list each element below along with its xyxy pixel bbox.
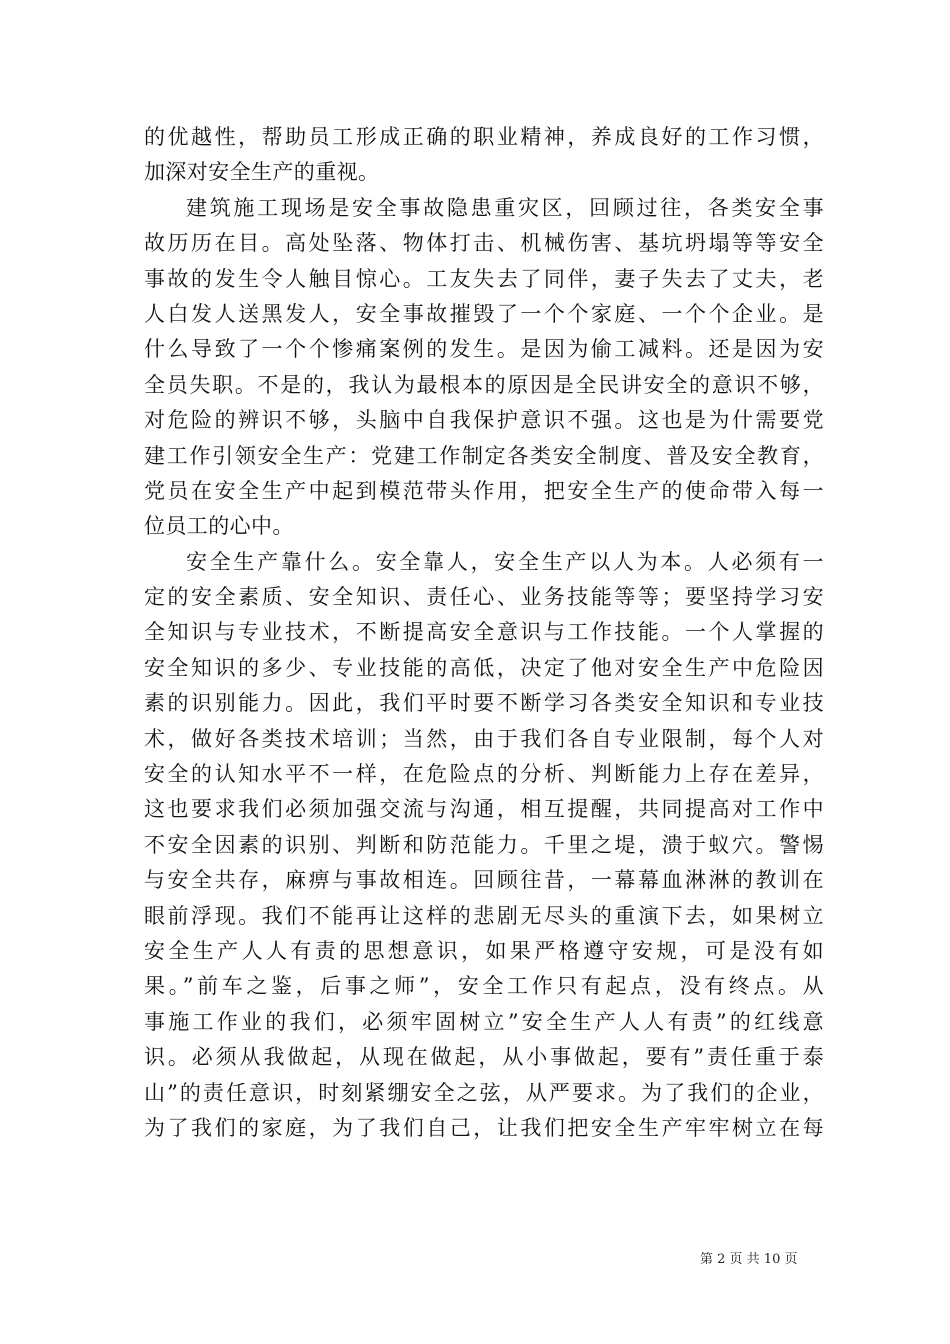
text-line: 这也要求我们必须加强交流与沟通，相互提醒，共同提高对工作中 — [144, 797, 824, 822]
text-line: 果。”前车之鉴，后事之师”，安全工作只有起点，没有终点。从 — [144, 974, 824, 999]
text-line: 安全生产靠什么。安全靠人，安全生产以人为本。人必须有一 — [186, 549, 824, 574]
text-line: 的优越性，帮助员工形成正确的职业精神，养成良好的工作习惯， — [144, 125, 824, 149]
text-line: 为了我们的家庭，为了我们自己，让我们把安全生产牢牢树立在每 — [144, 1115, 824, 1140]
text-line: 建筑施工现场是安全事故隐患重灾区，回顾过往，各类安全事 — [186, 195, 824, 220]
text-line: 安全生产人人有责的思想意识，如果严格遵守安规，可是没有如 — [144, 938, 824, 963]
text-line: 故历历在目。高处坠落、物体打击、机械伤害、基坑坍塌等等安全 — [144, 231, 824, 256]
page-number-footer: 第 2 页 共 10 页 — [700, 1252, 798, 1267]
text-line: 加深对安全生产的重视。 — [144, 160, 380, 185]
text-line: 识。必须从我做起，从现在做起，从小事做起，要有”责任重于泰 — [144, 1045, 824, 1070]
text-line: 全知识与专业技术，不断提高安全意识与工作技能。一个人掌握的 — [144, 620, 824, 645]
text-line: 全员失职。不是的，我认为最根本的原因是全民讲安全的意识不够， — [144, 372, 824, 397]
text-line: 术，做好各类技术培训；当然，由于我们各自专业限制，每个人对 — [144, 726, 824, 751]
text-line: 党员在安全生产中起到模范带头作用，把安全生产的使命带入每一 — [144, 478, 824, 503]
text-line: 位员工的心中。 — [144, 514, 294, 539]
text-line: 对危险的辨识不够，头脑中自我保护意识不强。这也是为什需要党 — [144, 408, 824, 433]
text-line: 什么导致了一个个惨痛案例的发生。是因为偷工减料。还是因为安 — [144, 337, 824, 362]
text-line: 事故的发生令人触目惊心。工友失去了同伴，妻子失去了丈夫，老 — [144, 266, 824, 291]
text-line: 眼前浮现。我们不能再让这样的悲剧无尽头的重演下去，如果树立 — [144, 903, 824, 928]
text-line: 与安全共存，麻痹与事故相连。回顾往昔，一幕幕血淋淋的教训在 — [144, 868, 824, 893]
text-line: 人白发人送黑发人，安全事故摧毁了一个个家庭、一个个企业。是 — [144, 301, 824, 326]
text-line: 素的识别能力。因此，我们平时要不断学习各类安全知识和专业技 — [144, 691, 824, 716]
text-line: 定的安全素质、安全知识、责任心、业务技能等等；要坚持学习安 — [144, 585, 824, 610]
text-line: 安全知识的多少、专业技能的高低，决定了他对安全生产中危险因 — [144, 655, 824, 680]
body-text — [144, 120, 824, 1146]
text-line: 安全的认知水平不一样，在危险点的分析、判断能力上存在差异， — [144, 762, 824, 787]
text-line: 事施工作业的我们，必须牢固树立”安全生产人人有责”的红线意 — [144, 1009, 824, 1034]
text-line: 不安全因素的识别、判断和防范能力。千里之堤，溃于蚁穴。警惕 — [144, 832, 824, 857]
text-line: 建工作引领安全生产：党建工作制定各类安全制度、普及安全教育， — [144, 443, 824, 468]
text-line: 山”的责任意识，时刻紧绷安全之弦，从严要求。为了我们的企业， — [144, 1080, 824, 1105]
